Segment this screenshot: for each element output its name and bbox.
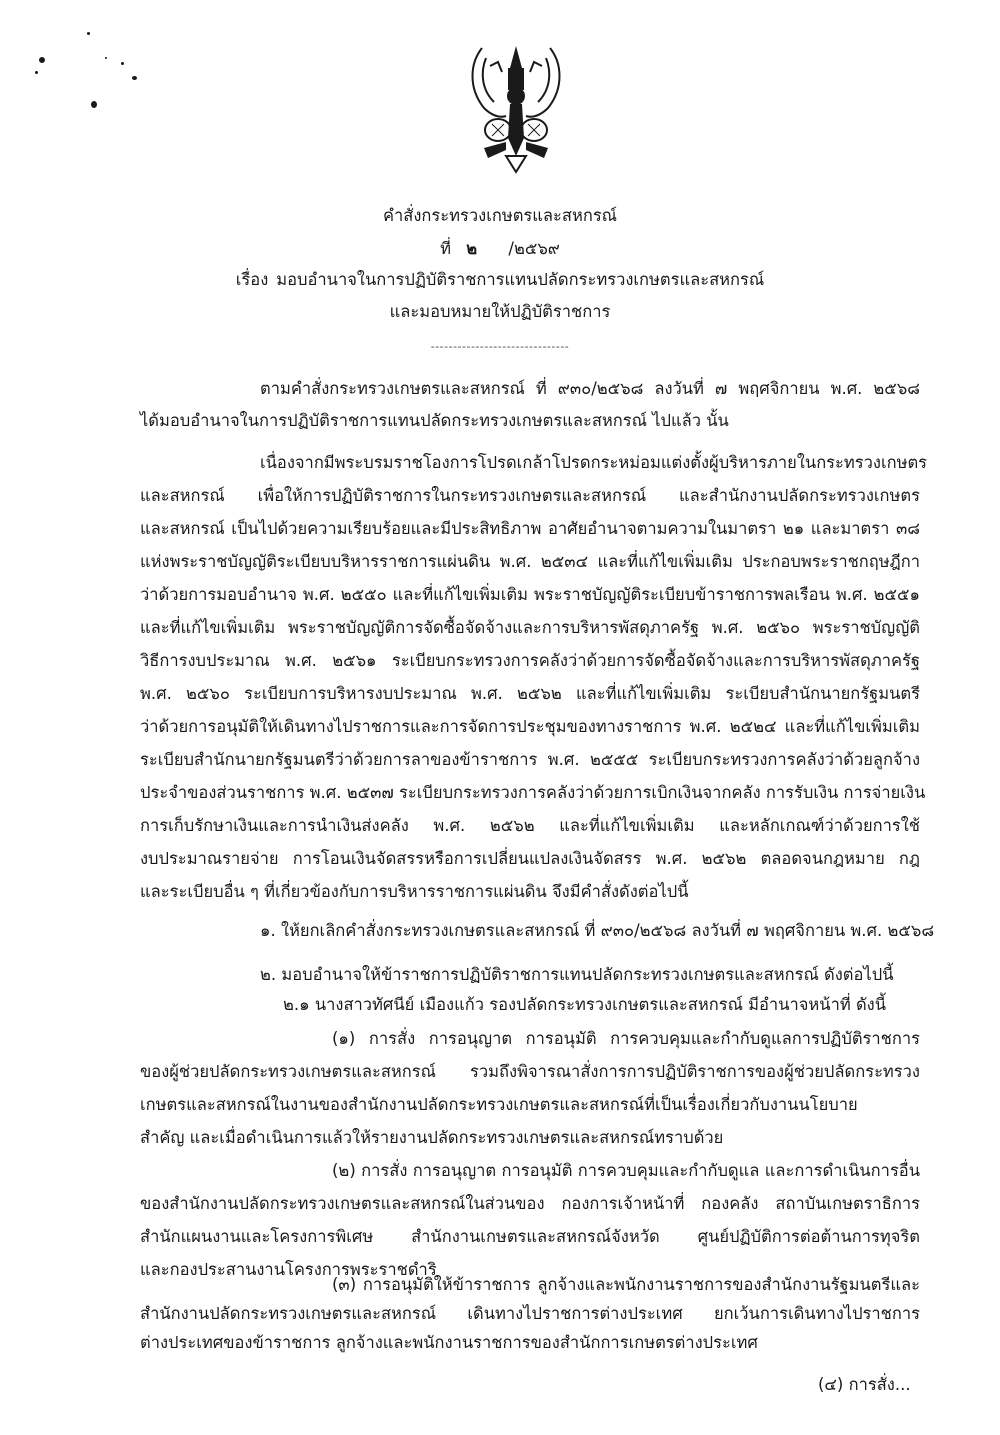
whereas-line: วิธีการงบประมาณ พ.ศ. ๒๕๖๑ ระเบียบกระทรวงการคลังว่าด้วยการจัดซื้อจัดจ้างและการบริหารพัสดุภาครัฐ (140, 651, 920, 670)
whereas-line: และสหกรณ์ เป็นไปด้วยความเรียบร้อยและมีประสิทธิภาพ อาศัยอำนาจตามความในมาตรา ๒๑ และมาตรา ๓๘ (140, 519, 920, 538)
item-2: ๒. มอบอำนาจให้ข้าราชการปฏิบัติราชการแทนปลัดกระทรวงเกษตรและสหกรณ์ ดังต่อไปนี้ (260, 965, 894, 984)
item-1: ๑. ให้ยกเลิกคำสั่งกระทรวงเกษตรและสหกรณ์ ที่ ๙๓๐/๒๕๖๘ ลงวันที่ ๗ พฤศจิกายน พ.ศ. ๒๕๖๘ (260, 921, 935, 940)
sub-item-2-line: ของสำนักงานปลัดกระทรวงเกษตรและสหกรณ์ในส่วนของ กองการเจ้าหน้าที่ กองคลัง สถาบันเกษตราธิการ (140, 1194, 920, 1213)
scan-speck (105, 57, 107, 59)
order-number-handwritten: ๒ (466, 239, 478, 258)
continuation-marker: (๔) การสั่ง... (818, 1375, 911, 1394)
whereas-line: และสหกรณ์ เพื่อให้การปฏิบัติราชการในกระทรวงเกษตรและสหกรณ์ และสำนักงานปลัดกระทรวงเกษตร (140, 486, 920, 505)
whereas-line: และที่แก้ไขเพิ่มเติม พระราชบัญญัติการจัดซื้อจัดจ้างและการบริหารพัสดุภาครัฐ พ.ศ. ๒๕๖๐ พระราชบัญญัติ (140, 618, 920, 637)
intro-line-1: ตามคำสั่งกระทรวงเกษตรและสหกรณ์ ที่ ๙๓๐/๒๕๖๘ ลงวันที่ ๗ พฤศจิกายน พ.ศ. ๒๕๖๘ (260, 379, 920, 398)
whereas-line: การเก็บรักษาเงินและการนำเงินส่งคลัง พ.ศ. ๒๕๖๒ และที่แก้ไขเพิ่มเติม และหลักเกณฑ์ว่าด้วยการใช้ (140, 816, 920, 835)
scan-speck (87, 32, 90, 35)
scan-speck (132, 76, 137, 80)
whereas-line: ว่าด้วยการมอบอำนาจ พ.ศ. ๒๕๕๐ และที่แก้ไขเพิ่มเติม พระราชบัญญัติระเบียบข้าราชการพลเรือน พ.ศ. ๒๕๕๑ (140, 585, 920, 604)
sub-item-2-line: สำนักแผนงานและโครงการพิเศษ สำนักงานเกษตรและสหกรณ์จังหวัด ศูนย์ปฏิบัติการต่อต้านการทุจริต (140, 1227, 920, 1246)
order-number-prefix: ที่ (440, 239, 451, 258)
sub-item-2-line: (๒) การสั่ง การอนุญาต การอนุมัติ การควบคุมและกำกับดูแล และการดำเนินการอื่น (332, 1161, 920, 1180)
sub-item-3-line: (๓) การอนุมัติให้ข้าราชการ ลูกจ้างและพนักงานราชการของสำนักงานรัฐมนตรีและ (332, 1275, 920, 1294)
scan-speck (39, 57, 45, 63)
sub-item-3-line: สำนักงานปลัดกระทรวงเกษตรและสหกรณ์ เดินทางไปราชการต่างประเทศ ยกเว้นการเดินทางไปราชการ (140, 1304, 920, 1323)
whereas-line: แห่งพระราชบัญญัติระเบียบบริหารราชการแผ่นดิน พ.ศ. ๒๕๓๔ และที่แก้ไขเพิ่มเติม ประกอบพระราชกฤษฎีกา (140, 552, 920, 571)
sub-item-1-line: เกษตรและสหกรณ์ในงานของสำนักงานปลัดกระทรวงเกษตรและสหกรณ์ที่เป็นเรื่องเกี่ยวกับงานนโยบาย (140, 1095, 858, 1114)
separator-line: ------------------------------- (430, 340, 570, 353)
issuer-title: คำสั่งกระทรวงเกษตรและสหกรณ์ (382, 206, 617, 225)
sub-item-3-line: ต่างประเทศของข้าราชการ ลูกจ้างและพนักงานราชการของสำนักการเกษตรต่างประเทศ (140, 1333, 758, 1352)
whereas-line: เนื่องจากมีพระบรมราชโองการโปรดเกล้าโปรดกระหม่อมแต่งตั้งผู้บริหารภายในกระทรวงเกษตร (260, 453, 928, 472)
sub-item-1-line: สำคัญ และเมื่อดำเนินการแล้วให้รายงานปลัดกระทรวงเกษตรและสหกรณ์ทราบด้วย (140, 1128, 724, 1147)
order-number (0, 236, 1000, 262)
whereas-line: ระเบียบสำนักนายกรัฐมนตรีว่าด้วยการลาของข้าราชการ พ.ศ. ๒๕๕๕ ระเบียบกระทรวงการคลังว่าด้วยลูกจ้าง (140, 750, 920, 769)
subject-text-1: มอบอำนาจในการปฏิบัติราชการแทนปลัดกระทรวงเกษตรและสหกรณ์ (276, 270, 765, 289)
sub-item-1-line: ของผู้ช่วยปลัดกระทรวงเกษตรและสหกรณ์ รวมถึงพิจารณาสั่งการการปฏิบัติราชการของผู้ช่วยปลัดกระทรวง (140, 1062, 920, 1081)
scan-speck (121, 62, 124, 65)
whereas-line: งบประมาณรายจ่าย การโอนเงินจัดสรรหรือการเปลี่ยนแปลงเงินจัดสรร พ.ศ. ๒๕๖๒ ตลอดจนกฎหมาย กฎ (140, 849, 920, 868)
scan-speck (91, 101, 97, 108)
whereas-line: ประจำของส่วนราชการ พ.ศ. ๒๕๓๗ ระเบียบกระทรวงการคลังว่าด้วยการเบิกเงินจากคลัง การรับเงิน การจ่ายเงิน (140, 783, 926, 802)
item-2-1: ๒.๑ นางสาวทัศนีย์ เมืองแก้ว รองปลัดกระทรวงเกษตรและสหกรณ์ มีอำนาจหน้าที่ ดังนี้ (283, 995, 887, 1014)
garuda-emblem-icon (462, 38, 570, 178)
subject-line-1 (0, 267, 1000, 293)
subject-label: เรื่อง (235, 270, 269, 289)
subject-line-2: และมอบหมายให้ปฏิบัติราชการ (389, 302, 611, 321)
sub-item-2-line: และกองประสานงานโครงการพระราชดำริ (140, 1260, 437, 1279)
whereas-line: ว่าด้วยการอนุมัติให้เดินทางไปราชการและการจัดการประชุมของทางราชการ พ.ศ. ๒๕๒๔ และที่แก้ไขเพิ่มเติม (140, 717, 920, 736)
whereas-line: พ.ศ. ๒๕๖๐ ระเบียบการบริหารงบประมาณ พ.ศ. ๒๕๖๒ และที่แก้ไขเพิ่มเติม ระเบียบสำนักนายกรัฐมนตรี (140, 684, 920, 703)
order-number-year: /๒๕๖๙ (508, 239, 560, 258)
whereas-line: และระเบียบอื่น ๆ ที่เกี่ยวข้องกับการบริหารราชการแผ่นดิน จึงมีคำสั่งดังต่อไปนี้ (140, 882, 689, 901)
sub-item-1-line: (๑) การสั่ง การอนุญาต การอนุมัติ การควบคุมและกำกับดูแลการปฏิบัติราชการ (332, 1029, 920, 1048)
intro-line-2: ได้มอบอำนาจในการปฏิบัติราชการแทนปลัดกระทรวงเกษตรและสหกรณ์ ไปแล้ว นั้น (140, 411, 729, 430)
scan-speck (35, 71, 38, 74)
